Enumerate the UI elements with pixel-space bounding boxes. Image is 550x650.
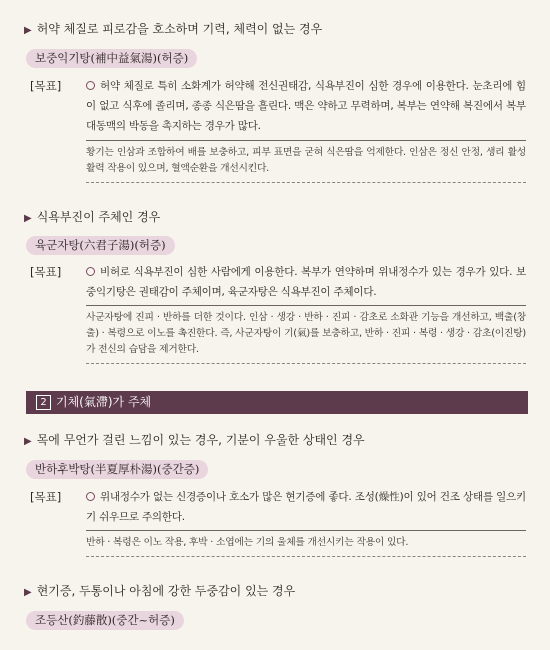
goal-label: [목표] — [30, 79, 62, 93]
section-title: 기체(氣滯)가 주체 — [56, 395, 152, 409]
herb-note: 사군자탕에 진피 · 반하를 더한 것이다. 인삼 · 생강 · 반하 · 진피 · 감초로 소화관 기능을 개선하고, 백출(창출) · 복령으로 이노를 촉진한다. 즉, 사군자탕이 기(氣)를 보충하고, 반하 · 진피 · 복령 · 생강 · 감초(이진탕)가 전신의 습담을 제거한다. — [86, 305, 526, 364]
section-heading: ▶ 현기증, 두통이나 아침에 강한 두중감이 있는 경우 — [24, 584, 296, 598]
prescription-name: 반하후박탕(半夏厚朴湯)(중간증) — [26, 460, 208, 479]
section-heading: ▶ 허약 체질로 피로감을 호소하며 기력, 체력이 없는 경우 — [24, 22, 323, 36]
triangle-bullet-icon: ▶ — [24, 587, 32, 598]
triangle-bullet-icon: ▶ — [24, 436, 32, 447]
section-header-bar — [26, 391, 528, 414]
prescription-name: 보중익기탕(補中益氣湯)(허증) — [26, 49, 197, 68]
prescription-name: 육군자탕(六君子湯)(허증) — [26, 236, 175, 255]
section-number: 2 — [36, 395, 51, 410]
triangle-bullet-icon: ▶ — [24, 25, 32, 36]
circle-bullet-icon — [86, 492, 95, 501]
goal-text: 위내정수가 없는 신경증이나 호소가 많은 현기증에 좋다. 조성(燥性)이 있어 건조 상태를 일으키기 쉬우므로 주의한다. — [86, 491, 526, 523]
goal-text: 허약 체질로 특히 소화계가 허약해 전신권태감, 식욕부진이 심한 경우에 이용한다. 눈초리에 힘이 없고 식후에 졸리며, 종종 식은땀을 흘린다. 맥은 약하고 무력하며, 복부는 연약해 복진에서 복부 대동맥의 박동을 촉지하는 경우가 많다. — [86, 80, 526, 132]
section-heading: ▶ 식욕부진이 주체인 경우 — [24, 210, 161, 224]
circle-bullet-icon — [86, 81, 95, 90]
herb-note: 황기는 인삼과 조합하여 배를 보충하고, 피부 표면을 굳혀 식은땀을 억제한다. 인삼은 정신 안정, 생리 활성 활력 작용이 있으며, 혈액순환을 개선시킨다. — [86, 140, 526, 183]
triangle-bullet-icon: ▶ — [24, 213, 32, 224]
circle-bullet-icon — [86, 267, 95, 276]
goal-text: 비허로 식욕부진이 심한 사람에게 이용한다. 복부가 연약하며 위내정수가 있는 경우가 있다. 보중익기탕은 권태감이 주체이며, 육군자탕은 식욕부진이 주체이다. — [86, 266, 526, 298]
goal-label: [목표] — [30, 490, 62, 504]
herb-note: 반하 · 복령은 이노 작용, 후박 · 소엽에는 기의 울체를 개선시키는 작용이 있다. — [86, 530, 526, 557]
prescription-name: 조등산(釣藤散)(중간~허증) — [26, 611, 184, 630]
goal-label: [목표] — [30, 265, 62, 279]
section-heading: ▶ 목에 무언가 걸린 느낌이 있는 경우, 기분이 우울한 상태인 경우 — [24, 433, 365, 447]
